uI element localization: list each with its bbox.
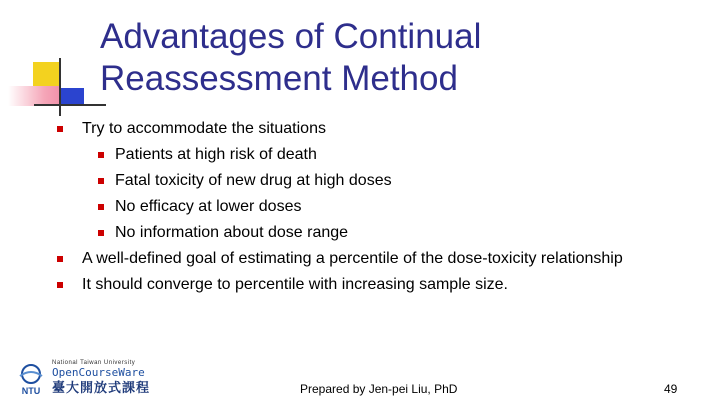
sub-bullet-item (0, 220, 720, 246)
bullet-square-icon (98, 178, 104, 184)
slide-title (100, 16, 700, 100)
bullet-square-icon (98, 152, 104, 158)
bullet-square-icon (57, 282, 63, 288)
bullet-text: Fatal toxicity of new drug at high doses (115, 172, 392, 189)
logo-main-text: OpenCourseWare (52, 366, 145, 379)
sub-bullet-item (0, 194, 720, 220)
decor-pink-bar (8, 86, 60, 106)
logo-chinese-text: 臺大開放式課程 (52, 380, 151, 395)
ntu-opencourseware-logo (14, 356, 154, 400)
bullet-item (0, 272, 720, 298)
bullet-square-icon (57, 256, 63, 262)
bullet-text: Patients at high risk of death (115, 146, 317, 163)
title-line-2: Reassessment Method (100, 59, 458, 98)
sub-bullet-item (0, 142, 720, 168)
bullet-text: No information about dose range (115, 224, 349, 241)
bullet-square-icon (57, 126, 63, 132)
bullet-text: Try to accommodate the situations (82, 120, 326, 137)
decor-horizontal-line (34, 104, 106, 106)
bullet-item (0, 116, 720, 142)
title-line-1: Advantages of Continual (100, 17, 482, 56)
page-number: 49 (664, 382, 678, 396)
bullet-square-icon (98, 230, 104, 236)
bullet-square-icon (98, 204, 104, 210)
bullet-text: No efficacy at lower doses (115, 198, 302, 215)
bullet-item (0, 246, 720, 272)
bullet-text: It should converge to percentile with increasing sample size. (82, 276, 508, 293)
decor-vertical-line (59, 58, 61, 116)
ntu-logo-icon (14, 362, 48, 396)
bullet-text: A well-defined goal of estimating a percentile of the dose-toxicity relationship (82, 250, 623, 267)
logo-tiny-text: National Taiwan University (52, 360, 136, 366)
logo-icon-text: NTU (21, 386, 41, 396)
footer-credit: Prepared by Jen-pei Liu, PhD (300, 382, 458, 396)
sub-bullet-item (0, 168, 720, 194)
